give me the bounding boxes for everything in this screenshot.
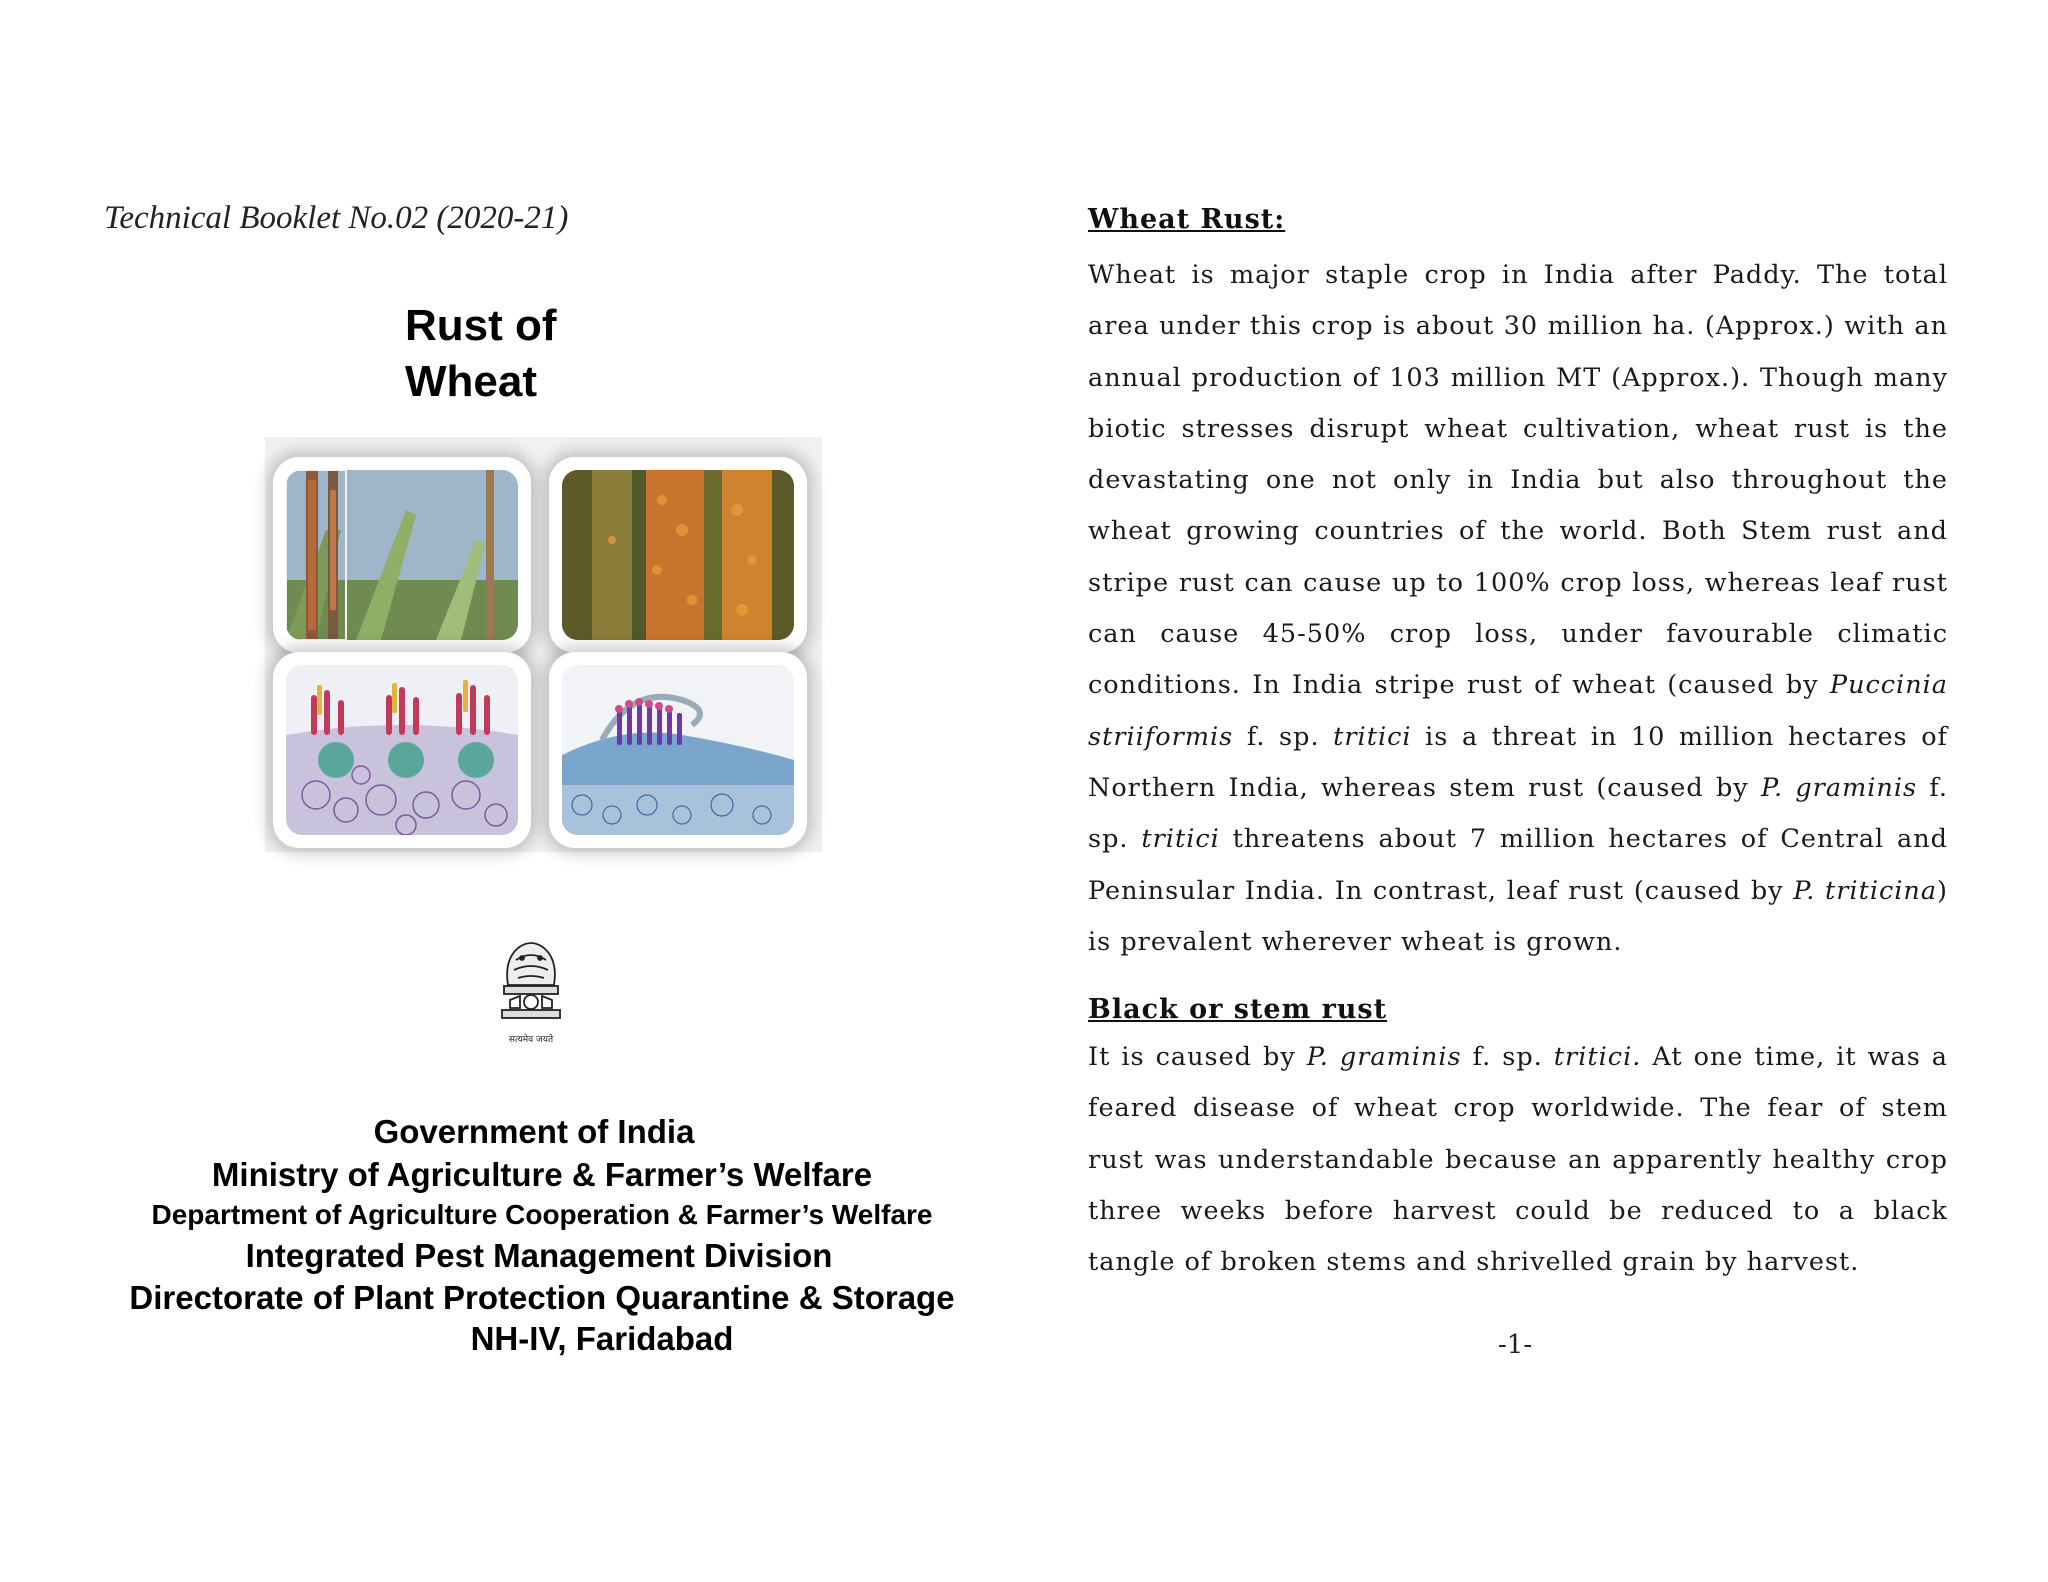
cover-title-line-2: Wheat xyxy=(405,357,537,406)
photo-stem-rust-cross-section xyxy=(273,652,531,848)
italic-run: Puccinia striiformis xyxy=(1088,670,1948,752)
italic-run: tritici. xyxy=(1553,1042,1642,1073)
text-run: It is caused by xyxy=(1088,1042,1307,1073)
text-run: f. sp. xyxy=(1461,1042,1554,1073)
content-page xyxy=(1088,200,1948,1289)
heading-wheat-rust: Wheat Rust: xyxy=(1088,204,1286,235)
text-run: ) is prevalent wherever wheat is grown. xyxy=(1088,875,1948,957)
page-number: -1- xyxy=(1498,1330,1533,1360)
lion-capital-icon xyxy=(490,930,572,1030)
italic-run: P. graminis xyxy=(1306,1042,1462,1073)
publisher-line-department: Department of Agriculture Cooperation & Farmer’s Welfare xyxy=(151,1199,933,1230)
cover-photo-collage xyxy=(265,437,822,852)
text-run: f. sp. xyxy=(1088,772,1948,855)
italic-run: tritici xyxy=(1333,721,1412,752)
heading-black-stem-rust: Black or stem rust xyxy=(1088,994,1388,1026)
cover-title-line-1: Rust of xyxy=(405,301,557,350)
italic-run: P. triticina xyxy=(1793,875,1938,906)
cover-title xyxy=(405,298,557,410)
publisher-line-division: Integrated Pest Management Division xyxy=(245,1237,833,1274)
italic-run: tritici xyxy=(1141,824,1220,855)
emblem-motto: सत्यमेव जयते xyxy=(508,1035,554,1045)
publisher-block xyxy=(80,1110,1004,1360)
italic-run: P. graminis xyxy=(1760,772,1918,803)
national-emblem xyxy=(490,930,572,1050)
text-run: Wheat is major staple crop in India after Paddy. The total area under this crop is about 30 million ha. (Approx.) with an annual production of 103 million MT (Approx.). Though many biotic stresses disrupt wheat cultivation, wheat rust is the devastating one not only in India but also throughout the wheat growing countries of the world. Both Stem rust and stripe rust can cause up to 100% crop loss, whereas leaf rust can cause 45-50% crop loss, under favourable climatic conditions. In India stripe rust of wheat (caused by xyxy=(1088,260,1948,701)
publisher-line-ministry: Ministry of Agriculture & Farmer’s Welfare xyxy=(211,1156,873,1193)
paragraph-stem-rust xyxy=(1088,1032,1948,1288)
paragraph-wheat-rust xyxy=(1088,250,1948,968)
publisher-line-address: NH-IV, Faridabad xyxy=(470,1320,734,1357)
photo-leaf-rust-cross-section xyxy=(549,652,807,848)
photo-rust-pustules-leaf xyxy=(549,457,807,653)
text-run: is a threat in 10 million hectares of Northern India, whereas stem rust (caused by xyxy=(1088,721,1948,803)
text-run: f. sp. xyxy=(1233,721,1334,752)
text-run: At one time, it was a feared disease of wheat crop worldwide. The fear of stem rust was understandable because an apparently healthy crop three weeks before harvest could be reduced to a black tangle of broken stems and shrivelled grain by harvest. xyxy=(1088,1042,1949,1278)
publisher-line-directorate: Directorate of Plant Protection Quarantine & Storage xyxy=(129,1279,955,1316)
publisher-line-government: Government of India xyxy=(373,1113,695,1150)
text-run: threatens about 7 million hectares of Central and Peninsular India. In contrast, leaf rust (caused by xyxy=(1088,824,1949,906)
booklet-number: Technical Booklet No.02 (2020-21) xyxy=(104,200,569,236)
photo-rusted-wheat-stems xyxy=(273,457,531,653)
